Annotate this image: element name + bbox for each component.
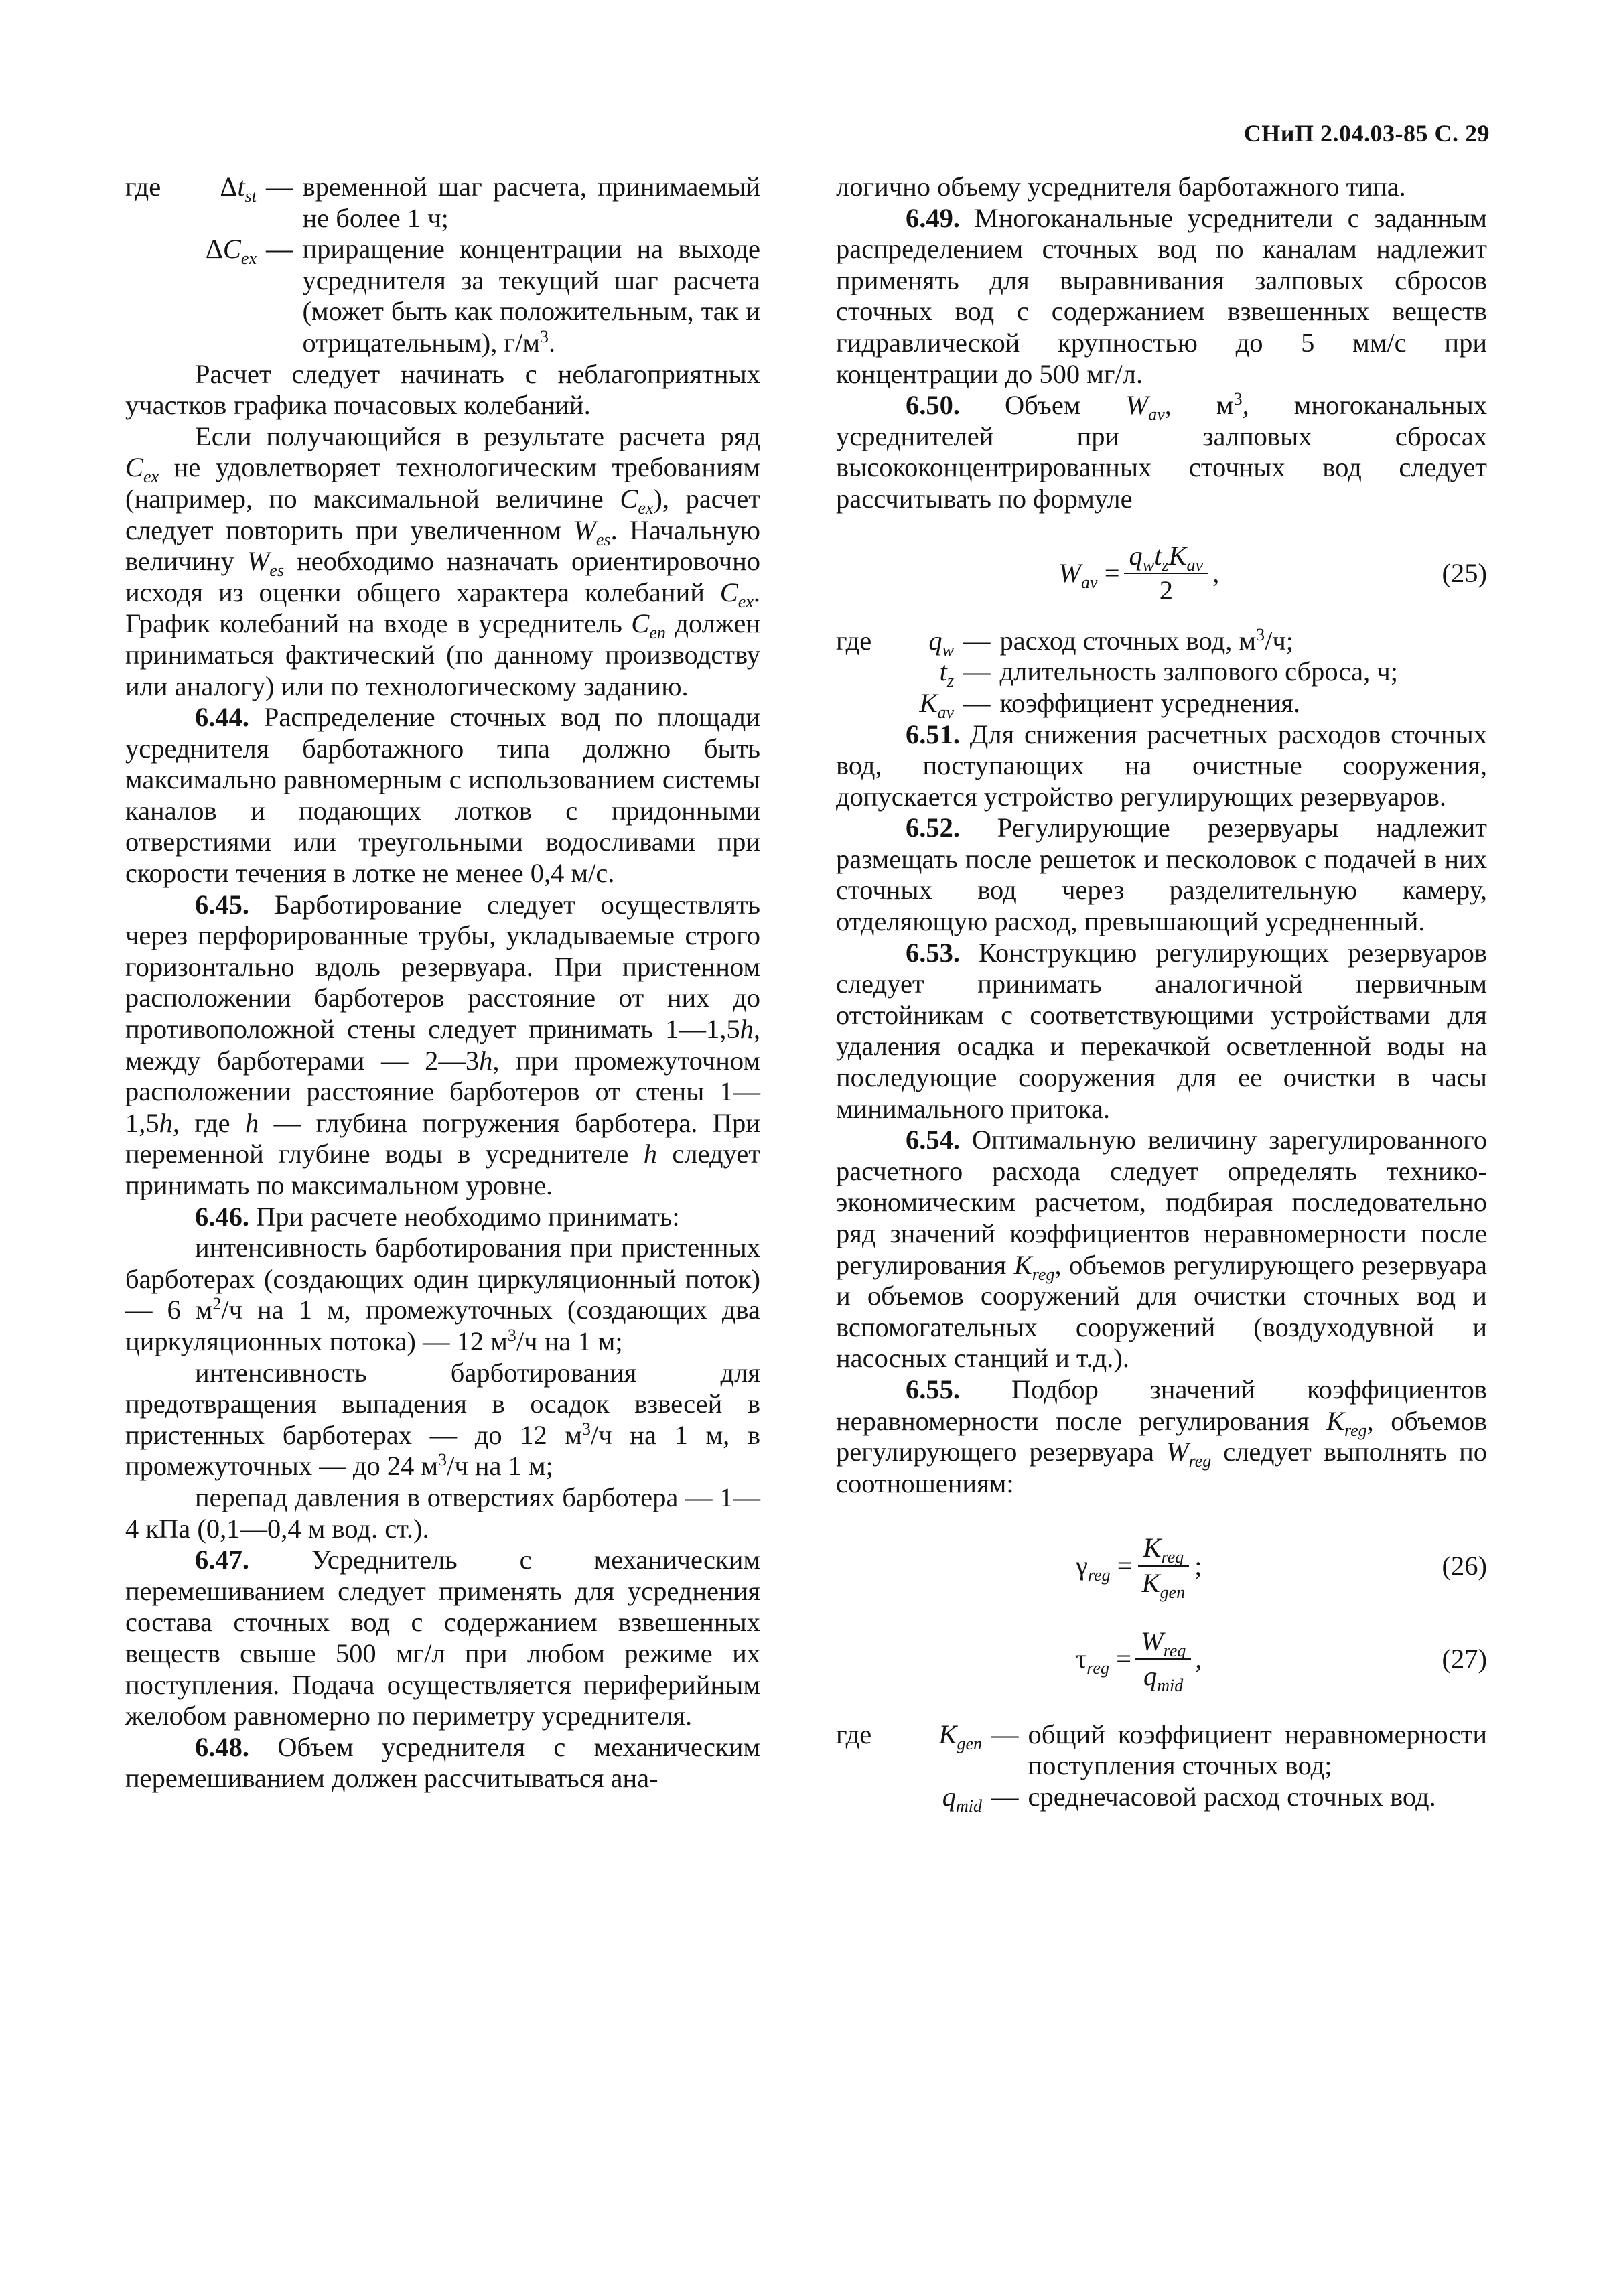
- definition-item: [836, 656, 1487, 691]
- formula-denominator: 2: [1159, 575, 1173, 606]
- formula-numerator: $K_{reg}$: [1138, 1532, 1190, 1567]
- formula-number: (27): [1442, 1643, 1487, 1674]
- definition-item: [836, 624, 1487, 660]
- paragraph: Расчет следует начинать с неблагоприятных участков графика почасовых колебаний.: [125, 358, 760, 421]
- definition-text: расход сточных вод, $м^3/ч$;: [999, 624, 1293, 656]
- definition-dash: —: [991, 1719, 1019, 1749]
- left-column: [125, 171, 760, 1794]
- clause-6-48: 6.48. Объем усреднителя с механическим перемешиванием должен рассчитываться ана-: [125, 1731, 760, 1794]
- clause-6-53: 6.53. Конструкцию регулирующих резервуаров следует принимать аналогичной первичным отстойникам с соответствующими устройствами для удаления осадка и перекачкой осветленной воды на последующие сооружения для ее очистки в часы минимального притока.: [836, 937, 1487, 1124]
- paragraph: Если получающийся в результате расчета ряд $C_{ex}$ не удовлетворяет технологическим требованиям (например, по максимальной величине $C_{ex}$), расчет следует повторить при увеличенном $W_{es}$. Начальную величину $W_{es}$ необходимо назначать ориентировочно исходя из оценки общего характера колебаний $C_{ex}$. График колебаний на входе в усреднитель $C_{en}$ должен приниматься фактический (по данному производству или аналогу) или по технологическому заданию.: [125, 421, 761, 701]
- formula-number: (26): [1442, 1550, 1487, 1581]
- formula-denominator: $K_{gen}$: [1141, 1567, 1186, 1602]
- formula-punctuation: ,: [1195, 1643, 1202, 1674]
- definition-item: [836, 687, 1487, 722]
- definition-text: коэффициент усреднения.: [999, 687, 1301, 718]
- definition-dash: —: [991, 1781, 1019, 1812]
- clause-6-55: 6.55. Подбор значений коэффициентов неравномерности после регулирования $K_{reg}$, объемов регулирующего резервуара $W_{reg}$ следует выполнять по соотношениям:: [836, 1374, 1487, 1498]
- formula-punctuation: ;: [1194, 1550, 1202, 1581]
- definition-text: среднечасовой расход сточных вод.: [1028, 1781, 1436, 1812]
- clause-6-44: 6.44. Распределение сточных вод по площади усреднителя барботажного типа должно быть максимально равномерным с использованием системы каналов и подающих лотков с придонными отверстиями или треугольными водосливами при скорости течения в лотке не менее 0,4 м/с.: [125, 702, 760, 889]
- right-column: [836, 171, 1487, 1816]
- formula-fraction: [1124, 541, 1209, 607]
- formula-numerator: $q_wt_zK_{av}$: [1124, 541, 1209, 575]
- definition-symbol: $K_{av}$: [919, 687, 954, 722]
- definition-list: [125, 171, 760, 359]
- clause-6-50: 6.50. Объем $W_{av}$, $м^3$, многоканальных усреднителей при залповых сбросах высококонцентрированных сточных вод следует рассчитывать по формуле: [836, 389, 1487, 514]
- clause-6-46-item: интенсивность барботирования для предотвращения выпадения в осадок взвесей в пристенных барботерах — до 12 $м^3/ч$ на 1 м, в промежуточных — до 24 $м^3/ч$ на 1 м;: [125, 1357, 760, 1482]
- definition-lead: где: [836, 625, 872, 656]
- formula-punctuation: ,: [1212, 557, 1220, 588]
- definition-dash: —: [963, 687, 991, 718]
- clause-6-46: 6.46. При расчете необходимо принимать:: [195, 1201, 680, 1232]
- definition-text: приращение концентрации на выходе усреднителя за текущий шаг расчета (может быть как положительным, так и отрицательным), $г/м^3$.: [302, 234, 760, 358]
- formula-number: (25): [1442, 557, 1487, 588]
- definition-item: [836, 1719, 1487, 1782]
- definition-list: [836, 1719, 1487, 1816]
- formula-fraction: [1137, 1532, 1191, 1602]
- formula-lhs: $\gamma_{reg}$ =: [1076, 1550, 1133, 1585]
- definition-symbol: $\Delta C_{ex}$: [205, 234, 257, 269]
- definition-item: [125, 234, 760, 358]
- definition-symbol: $K_{gen}$: [938, 1719, 982, 1753]
- formula-denominator: $q_{mid}$: [1143, 1661, 1184, 1696]
- definition-list: [836, 624, 1487, 722]
- formula-body: [836, 541, 1442, 607]
- clause-6-46-item: перепад давления в отверстиях барботера — 1—4 кПа (0,1—0,4 м вод. ст.).: [125, 1482, 760, 1544]
- formula-27: [836, 1626, 1487, 1696]
- definition-symbol: $q_{mid}$: [942, 1781, 982, 1816]
- clause-6-54: 6.54. Оптимальную величину зарегулированного расчетного расхода следует определять технико-экономическим расчетом, подбирая последовательно ряд значений коэффициентов неравномерности после регулирования $K_{reg}$, объемов регулирующего резервуара и объемов сооружений для очистки сточных вод и вспомогательных сооружений (воздуходувной и насосных станций и т.д.).: [836, 1125, 1487, 1374]
- clause-6-47: 6.47. Усреднитель с механическим перемешиванием следует применять для усреднения состава сточных вод с содержанием взвешенных веществ свыше 500 мг/л при любом режиме их поступления. Подача осуществляется периферийным желобом равномерно по периметру усреднителя.: [125, 1545, 760, 1731]
- formula-25: [836, 541, 1487, 607]
- definition-symbol: $t_z$: [939, 656, 954, 691]
- definition-text: временной шаг расчета, принимаемый не более 1 ч;: [302, 171, 760, 233]
- clause-6-52: 6.52. Регулирующие резервуары надлежит размещать после решеток и песколовок с подачей в них сточных вод через разделительную камеру, отделяющую расход, превышающий усредненный.: [836, 812, 1487, 937]
- definition-dash: —: [963, 656, 991, 687]
- formula-lhs: $\tau_{reg}$ =: [1075, 1643, 1131, 1678]
- paragraph-continued: логично объему усреднителя барботажного типа.: [836, 171, 1406, 202]
- definition-text: длительность залпового сброса, ч;: [999, 656, 1398, 687]
- definition-symbol: $q_w$: [928, 625, 954, 660]
- definition-dash: —: [266, 234, 293, 265]
- definition-lead: где: [836, 1719, 872, 1749]
- formula-fraction: [1135, 1626, 1191, 1696]
- formula-body: [836, 1626, 1442, 1696]
- definition-lead: где: [125, 171, 161, 202]
- formula-26: [836, 1532, 1487, 1602]
- formula-body: [836, 1532, 1442, 1602]
- definition-symbol: $\Delta t_{st}$: [220, 171, 257, 206]
- definition-dash: —: [963, 625, 991, 656]
- formula-lhs: $W_{av}$ =: [1058, 557, 1120, 592]
- definition-item: [836, 1781, 1487, 1816]
- page-header: СНиП 2.04.03-85 С. 29: [1243, 120, 1490, 147]
- definition-dash: —: [266, 171, 293, 202]
- definition-item: [125, 171, 760, 234]
- clause-6-51: 6.51. Для снижения расчетных расходов сточных вод, поступающих на очистные сооружения, допускается устройство регулирующих резервуаров.: [836, 719, 1487, 812]
- clause-6-46-item: интенсивность барботирования при пристенных барботерах (создающих один циркуляционный поток) — 6 $м^2/ч$ на 1 м, промежуточных (создающих два циркуляционных потока) — 12 $м^3/ч$ на 1 м;: [125, 1232, 760, 1356]
- definition-text: общий коэффициент неравномерности поступления сточных вод;: [1028, 1719, 1487, 1781]
- formula-numerator: $W_{reg}$: [1135, 1626, 1191, 1660]
- clause-6-45: 6.45. Барботирование следует осуществлять через перфорированные трубы, укладываемые строго горизонтально вдоль резервуара. При пристенном расположении барботеров расстояние от них до противоположной стены следует принимать 1—1,5h, между барботерами — 2—3h, при промежуточном расположении расстояние барботеров от стены 1—1,5h, где h — глубина погружения барботера. При переменной глубине воды в усреднителе h следует принимать по максимальном уровне.: [125, 889, 761, 1200]
- clause-6-49: 6.49. Многоканальные усреднители с заданным распределением сточных вод по каналам надлежит применять для выравнивания залповых сбросов сточных вод с содержанием взвешенных веществ гидравлической крупностью до 5 мм/с при концентрации до 500 мг/л.: [836, 202, 1487, 389]
